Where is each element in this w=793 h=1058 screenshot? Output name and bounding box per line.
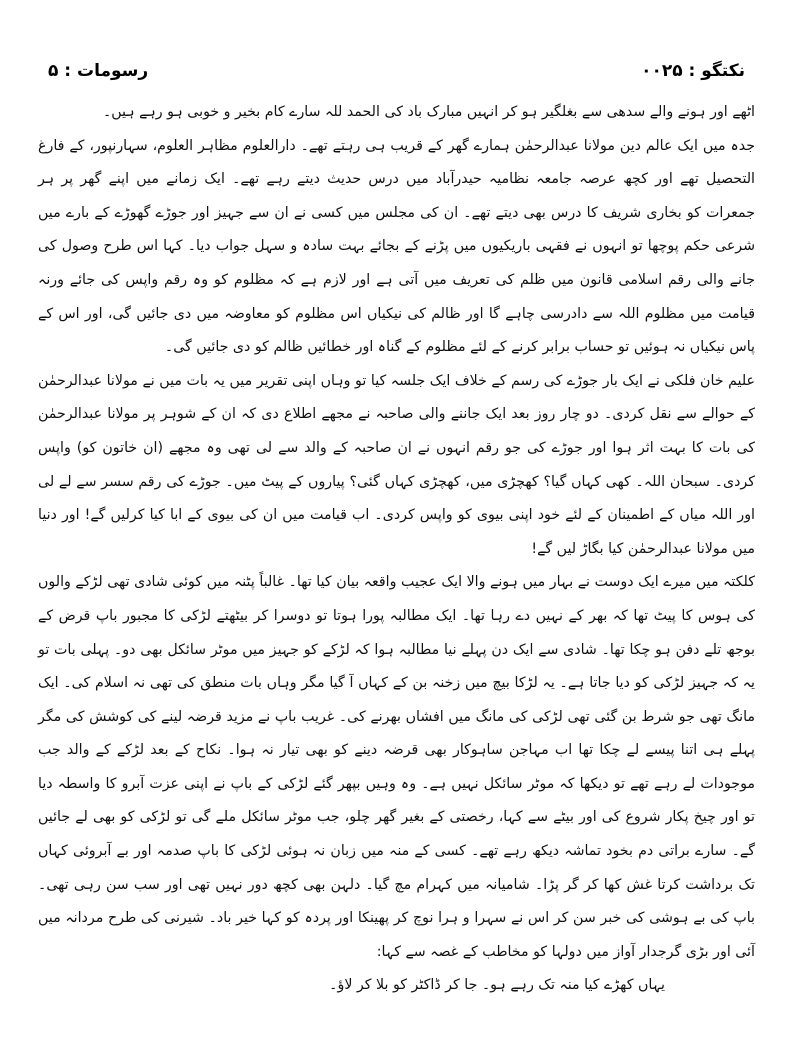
page-header — [48, 56, 745, 86]
paragraph-3: علیم خان فلکی نے ایک بار جوڑے کی رسم کے خلاف ایک جلسہ کیا تو وہاں اپنی تقریر میں یہ بات میں نے مولانا عبدالرحمٰن کے حوالے سے نقل کردی۔ دو چار روز بعد ایک جاننے والی صاحبہ نے مجھے اطلاع دی کہ ان کے شوہر پر مولانا عبدالرحمٰن کی بات کا بہت اثر ہوا اور جوڑے کی جو رقم انہوں نے ان صاحبہ کے والد سے لی تھی وہ مجھے (ان خاتون کو) واپس کردی۔ سبحان اللہ۔ کھی کہاں گیا؟ کھچڑی میں، کھچڑی کہاں گئی؟ پیاروں کے پیٹ میں۔ جوڑے کی رقم سسر سے لے لی اور اللہ میاں کے اطمینان کے لئے خود اپنی بیوی کو واپس کردی۔ اب قیامت میں ان کی بیوی کے ابا کیا کرلیں گے! اور دنیا میں مولانا عبدالرحمٰن کیا بگاڑ لیں گے! — [38, 372, 755, 557]
quoted-line: یہاں کھڑے کیا منہ تک رہے ہو۔ جا کر ڈاکٹر کو بلا کر لاؤ۔ — [329, 977, 665, 994]
paragraph-4: کلکتہ میں میرے ایک دوست نے بہار میں ہونے والا ایک عجیب واقعہ بیان کیا تھا۔ غالباً پٹنہ میں کوئی شادی تھی لڑکے والوں کی ہوس کا پیٹ تھا کہ بھر کے نہیں دے رہا تھا۔ ایک مطالبہ پورا ہوتا تو دوسرا کر بیٹھتے لڑکی کا مجبور باپ قرض کے بوجھ تلے دفن ہو چکا تھا۔ شادی سے ایک دن پہلے نیا مطالبہ ہوا کہ لڑکے کو جہیز میں موٹر سائکل بھی دو۔ پہلی بات تو یہ کہ جہیز لڑکی کو دیا جاتا ہے۔ یہ لڑکا بیچ میں زخنہ بن کے کہاں آ گیا مگر وہاں بات منطق کی تھی نہ اسلام کی۔ ایک مانگ تھی جو شرط بن گئی تھی لڑکی کی مانگ میں افشاں بھرنے کی۔ غریب باپ نے مزید قرضہ لینے کی کوشش کی مگر پہلے ہی اتنا پیسے لے چکا تھا اب مہاجن ساہوکار بھی قرضہ دینے کو بھی تیار نہ ہوا۔ نکاح کے بعد لڑکے کے والد جب موجودات لے رہے تھے تو دیکھا کہ موٹر سائکل نہیں ہے۔ وہ وہیں بپھر گئے لڑکی کے باپ نے اپنی عزت آبرو کا واسطہ دیا تو اور چیخ پکار شروع کی اور بیٹے سے کہا، رخصتی کے بغیر گھر چلو، جب موٹر سائکل ملے گی تو لڑکی کو بھی لے جائیں گے۔ سارے براتی دم بخود تماشہ دیکھ رہے تھے۔ کسی کے منہ میں زبان نہ ہوئی لڑکی کا باپ صدمہ اور بے آبروئی کہاں تک برداشت کرتا غش کھا کر گر پڑا۔ شامیانہ میں کہرام مچ گیا۔ دلہن بھی کچھ دور نہیں تھی اور سب سن رہی تھی۔ باپ کی بے ہوشی کی خبر سن کر اس نے سہرا و ہرا نوچ کر پھینکا اور پردہ کو کہا خیر باد۔ شیرنی کی طرح مردانہ میں آئی اور بڑی گرجدار آواز میں دولہا کو مخاطب کے غصہ سے کہا: — [38, 574, 755, 960]
header-page-label: نکتگو : ۰۰۲۵ — [641, 61, 745, 81]
paragraph-1: اٹھے اور ہونے والے سدھی سے بغلگیر ہو کر انہیں مبارک باد کی الحمد للہ سارے کام بخیر و خوبی ہو رہے ہیں۔ — [102, 104, 755, 120]
article-body — [38, 96, 755, 1003]
header-section-label: رسومات : ۵ — [48, 61, 149, 81]
paragraph-2: جدہ میں ایک عالم دین مولانا عبدالرحمٰن ہمارے گھر کے قریب ہی رہتے تھے۔ دارالعلوم مظاہر العلوم، سہارنپور، کے فارغ التحصیل تھے اور کچھ عرصہ جامعہ نظامیہ حیدرآباد میں درس حدیث دیتے رہے تھے۔ ایک زمانے میں اپنے گھر پر ہر جمعرات کو بخاری شریف کا درس بھی دیتے تھے۔ ان کی مجلس میں کسی نے ان سے جہیز اور جوڑے گھوڑے کے بارے میں شرعی حکم پوچھا تو انہوں نے فقہی باریکیوں میں پڑنے کے بجائے بہت سادہ و سہل جواب دیا۔ کہا اس طرح وصول کی جانے والی رقم اسلامی قانون میں ظلم کی تعریف میں آتی ہے اور لازم ہے کہ مظلوم کو وہ رقم واپس کی جائے ورنہ قیامت میں مظلوم اللہ سے دادرسی چاہے گا اور ظالم کی نیکیاں اس مظلوم کو معاوضہ میں دی جائیں گی، اور اس کے پاس نیکیاں نہ ہوئیں تو حساب برابر کرنے کے لئے مظلوم کے گناہ اور خطائیں ظالم کو دی جائیں گی۔ — [38, 137, 755, 356]
